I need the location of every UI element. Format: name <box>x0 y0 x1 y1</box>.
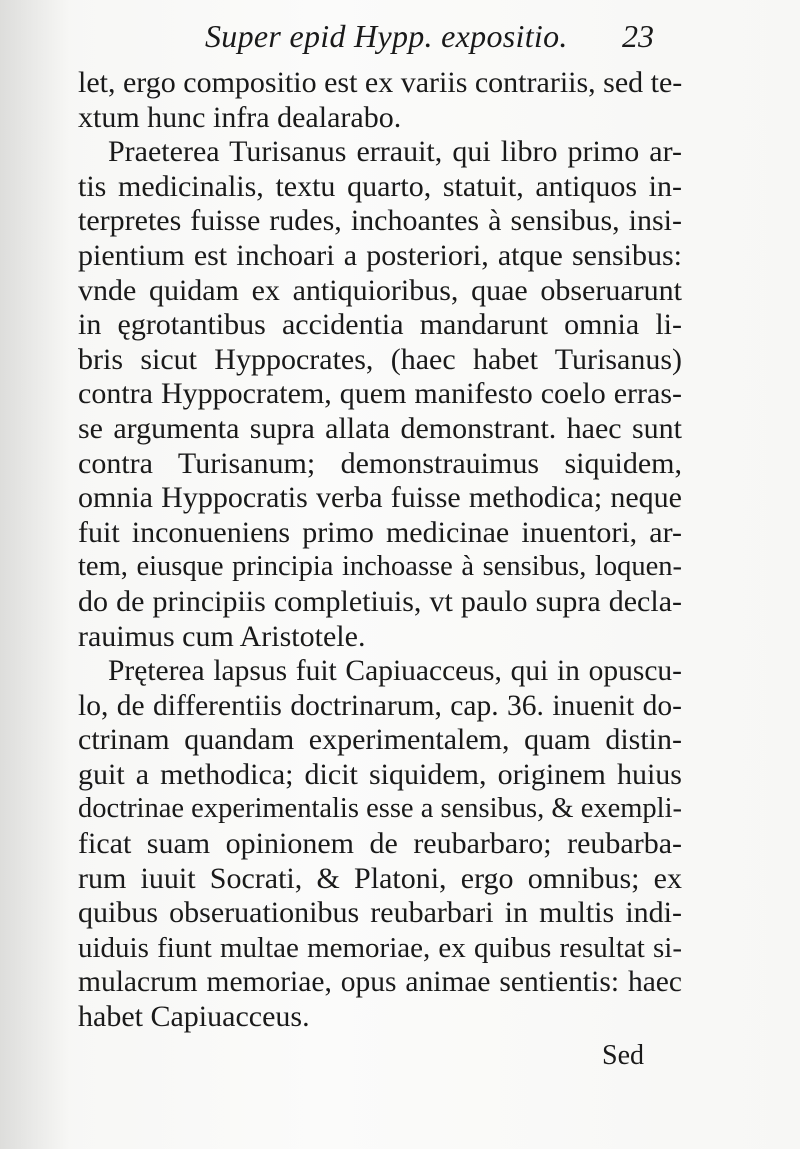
text-line: ctrinam quandam experimentalem, quam distin- <box>78 723 682 757</box>
text-line: uiduis fiunt multae memoriae, ex quibus resultat si- <box>78 931 682 964</box>
text-line: in ęgrotantibus accidentia mandarunt omnia li- <box>78 308 682 342</box>
text-line: se argumenta supra allata demonstrant. haec sunt <box>78 411 682 445</box>
text-line: omnia Hyppocratis verba fuisse methodica; neque <box>78 481 682 515</box>
text-line: vnde quidam ex antiquioribus, quae obseruarunt <box>78 273 682 307</box>
text-line: bris sicut Hyppocrates, (haec habet Turisanus) <box>78 342 682 376</box>
text-line: habet Capiuacceus. <box>78 1000 310 1034</box>
running-head: Super epid Hypp. expositio. <box>205 18 568 54</box>
page-number: 23 <box>622 18 654 54</box>
text-line: doctrinae experimentalis esse a sensibus, & exempli- <box>78 793 682 825</box>
text-line: mulacrum memoriae, opus animae sentientis: haec <box>78 966 682 999</box>
text-line: ficat suam opinionem de reubarbaro; reubarba- <box>78 827 682 861</box>
text-line: tis medicinalis, textu quarto, statuit, antiquos in- <box>78 169 682 203</box>
text-line: do de principiis completiuis, vt paulo supra decla- <box>78 584 682 618</box>
catchword: Sed <box>602 1040 644 1071</box>
text-line: pientium est inchoari a posteriori, atque sensibus: <box>78 238 682 272</box>
text-line: let, ergo compositio est ex variis contrariis, sed te- <box>78 66 683 99</box>
text-line: quibus obseruationibus reubarbari in multis indi- <box>78 896 682 930</box>
text-line: contra Hyppocratem, quem manifesto coelo erras- <box>78 377 682 411</box>
text-line: tem, eiusque principia inchoasse à sensibus, loquen- <box>78 551 682 583</box>
text-line: guit a methodica; dicit siquidem, originem huius <box>78 757 682 791</box>
text-line: rauimus cum Aristotele. <box>78 619 366 653</box>
body-text <box>78 66 682 1035</box>
spine-shadow <box>0 0 70 1149</box>
text-line: rum iuuit Socrati, & Platoni, ergo omnibus; ex <box>78 861 682 895</box>
text-line: Praeterea Turisanus errauit, qui libro primo ar- <box>108 135 682 169</box>
text-line: terpretes fuisse rudes, inchoantes à sensibus, insi- <box>78 204 682 238</box>
text-line: fuit inconueniens primo medicinae inuentori, ar- <box>78 515 682 549</box>
text-line: lo, de differentiis doctrinarum, cap. 36. inuenit do- <box>78 689 682 722</box>
text-line: xtum hunc infra dealarabo. <box>78 100 402 134</box>
text-line: contra Turisanum; demonstrauimus siquidem, <box>78 446 682 480</box>
page-header <box>0 14 800 64</box>
text-line: Pręterea lapsus fuit Capiuacceus, qui in opuscu- <box>108 655 682 688</box>
